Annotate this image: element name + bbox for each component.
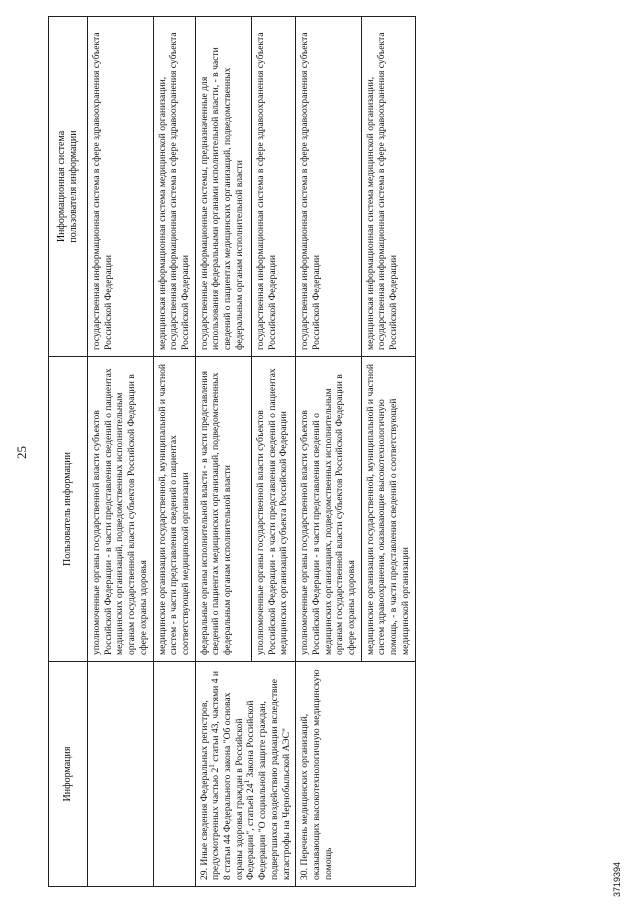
document-code: 3719394 (612, 861, 622, 897)
item-29-text-part1: 29. Иные сведения Федеральных регистров, предусмотренных частью 2 (198, 700, 222, 880)
table-row (88, 17, 154, 887)
user-cell: медицинские организации государственной, муниципальной и частной систем - в части представления сведений о пациентах соответствующей медицинской организации (153, 357, 195, 662)
data-registry-table (48, 16, 416, 887)
user-cell: федеральные органы исполнительной власти - в части представления сведений о пациентах медицинских организаций, подведомственных федеральным органам исполнительной власти (195, 357, 251, 662)
user-cell: медицинские организации государственной, муниципальной и частной систем здравоохранения, оказывающие высокотехнологичную помощь, - в части представления сведений о соответствующей медицинской организации (361, 357, 415, 662)
user-cell: уполномоченные органы государственной власти субъектов Российской Федерации - в части представления сведений о медицинских организациях, подведомственных исполнительным органам государственной власти субъектов Российской Федерации в сфере охраны здоровья (296, 357, 362, 662)
page-number: 25 (14, 446, 29, 459)
table-row (296, 17, 362, 887)
system-cell: государственная информационная система в сфере здравоохранения субъекта Российской Федерации (252, 17, 296, 357)
item-29-text-part3: Закона Российской Федерации "О социальной защите граждан, подвергшихся воздействию радиации вследствие катастрофы на Чернобыльской АЭС" (245, 679, 292, 880)
info-cell-item-30: 30. Перечень медицинских организаций, оказывающих высокотехнологичную медицинскую помощь (296, 662, 415, 887)
table-row (153, 17, 195, 887)
item-29-text-part2: статьи 43, частями 4 и 8 статьи 44 Федерального закона "Об основах охраны здоровья граждан в Российской Федерации", статьей 24 (210, 670, 257, 880)
system-cell: государственная информационная система в сфере здравоохранения субъекта Российской Федерации (88, 17, 154, 357)
info-cell-item-29 (195, 662, 296, 887)
info-cell-continuation (88, 662, 154, 887)
table-row (195, 17, 251, 887)
user-cell: уполномоченные органы государственной власти субъектов Российской Федерации - в части представления сведений о пациентах медицинских организаций субъекта Российской Федерации (252, 357, 296, 662)
header-system: Информационная система пользователя информации (49, 17, 88, 357)
superscript: 1 (208, 764, 217, 768)
system-cell: медицинская информационная система медицинской организации, государственная информационная система в сфере здравоохранения субъекта Российской Федерации (361, 17, 415, 357)
info-cell-continuation (153, 662, 195, 887)
superscript: 1 (243, 779, 252, 784)
header-user: Пользователь информации (49, 357, 88, 662)
user-cell: уполномоченные органы государственной власти субъектов Российской Федерации - в части представления сведений о пациентах медицинских организаций, подведомственных исполнительным органам государственной власти субъектов Российской Федерации в сфере охраны здоровья (88, 357, 154, 662)
table-header-row (49, 17, 88, 887)
system-cell: медицинская информационная система медицинской организации, государственная информационная система в сфере здравоохранения субъекта Российской Федерации (153, 17, 195, 357)
header-information: Информация (49, 662, 88, 887)
system-cell: государственные информационные системы, предназначенные для использования федеральными органами исполнительной власти, - в части сведений о пациентах медицинских организаций, подведомственных федеральным органам исполнительной власти (195, 17, 251, 357)
system-cell: государственная информационная система в сфере здравоохранения субъекта Российской Федерации (296, 17, 362, 357)
